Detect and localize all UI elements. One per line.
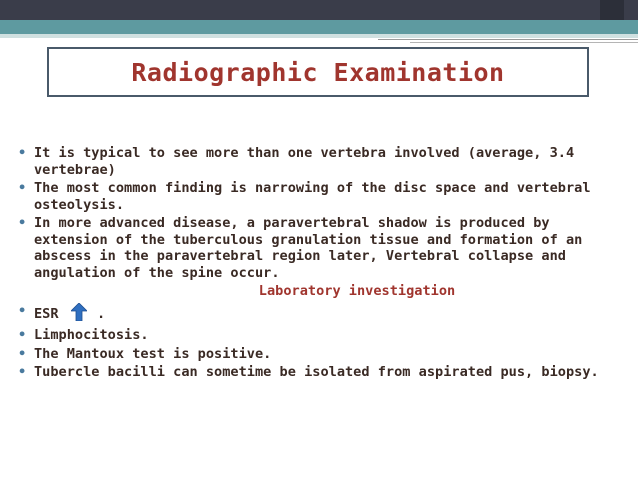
header-rule-2 bbox=[410, 42, 638, 43]
esr-suffix: . bbox=[96, 305, 106, 322]
bullet-marker: • bbox=[18, 345, 27, 362]
slide-title: Radiographic Examination bbox=[131, 57, 505, 87]
header-bar-light bbox=[0, 34, 638, 38]
bullet-text: Tubercle bacilli can sometime be isolated from aspirated pus, biopsy. bbox=[34, 364, 599, 380]
bullet-marker: • bbox=[18, 327, 27, 343]
bullet-text: Limphocitosis. bbox=[34, 327, 149, 343]
bullet-item bbox=[18, 215, 628, 281]
bullet-marker: • bbox=[18, 180, 27, 196]
bullet-item-esr bbox=[18, 303, 628, 326]
up-arrow-icon bbox=[71, 303, 87, 326]
bullet-text: It is typical to see more than one vertebra involved (average, 3.4 vertebrae) bbox=[34, 145, 575, 178]
bullet-marker: • bbox=[18, 145, 27, 161]
bullet-marker: • bbox=[18, 215, 27, 231]
header-corner-block bbox=[600, 0, 624, 20]
slide-body bbox=[18, 145, 628, 383]
header-bar-teal bbox=[0, 20, 638, 34]
bullet-item bbox=[18, 327, 628, 344]
bullet-text: The Mantoux test is positive. bbox=[34, 345, 272, 362]
bullet-marker: • bbox=[18, 364, 27, 380]
title-box bbox=[47, 47, 589, 97]
bullet-marker: • bbox=[18, 302, 27, 319]
bullet-item bbox=[18, 364, 628, 381]
header-rule-1 bbox=[378, 39, 638, 40]
subheading: Laboratory investigation bbox=[258, 283, 456, 299]
header-bar-dark bbox=[0, 0, 638, 20]
bullet-item bbox=[18, 180, 628, 213]
bullet-text: In more advanced disease, a paravertebral shadow is produced by extension of the tuberculous granulation tissue and formation of an abscess in the paravertebral region later, Vertebral collapse and angulation of the spine occur. bbox=[34, 215, 583, 281]
bullet-text: The most common finding is narrowing of the disc space and vertebral osteolysis. bbox=[34, 180, 591, 213]
bullet-item bbox=[18, 346, 628, 363]
bullet-item bbox=[18, 145, 628, 178]
esr-label: ESR bbox=[34, 305, 59, 322]
